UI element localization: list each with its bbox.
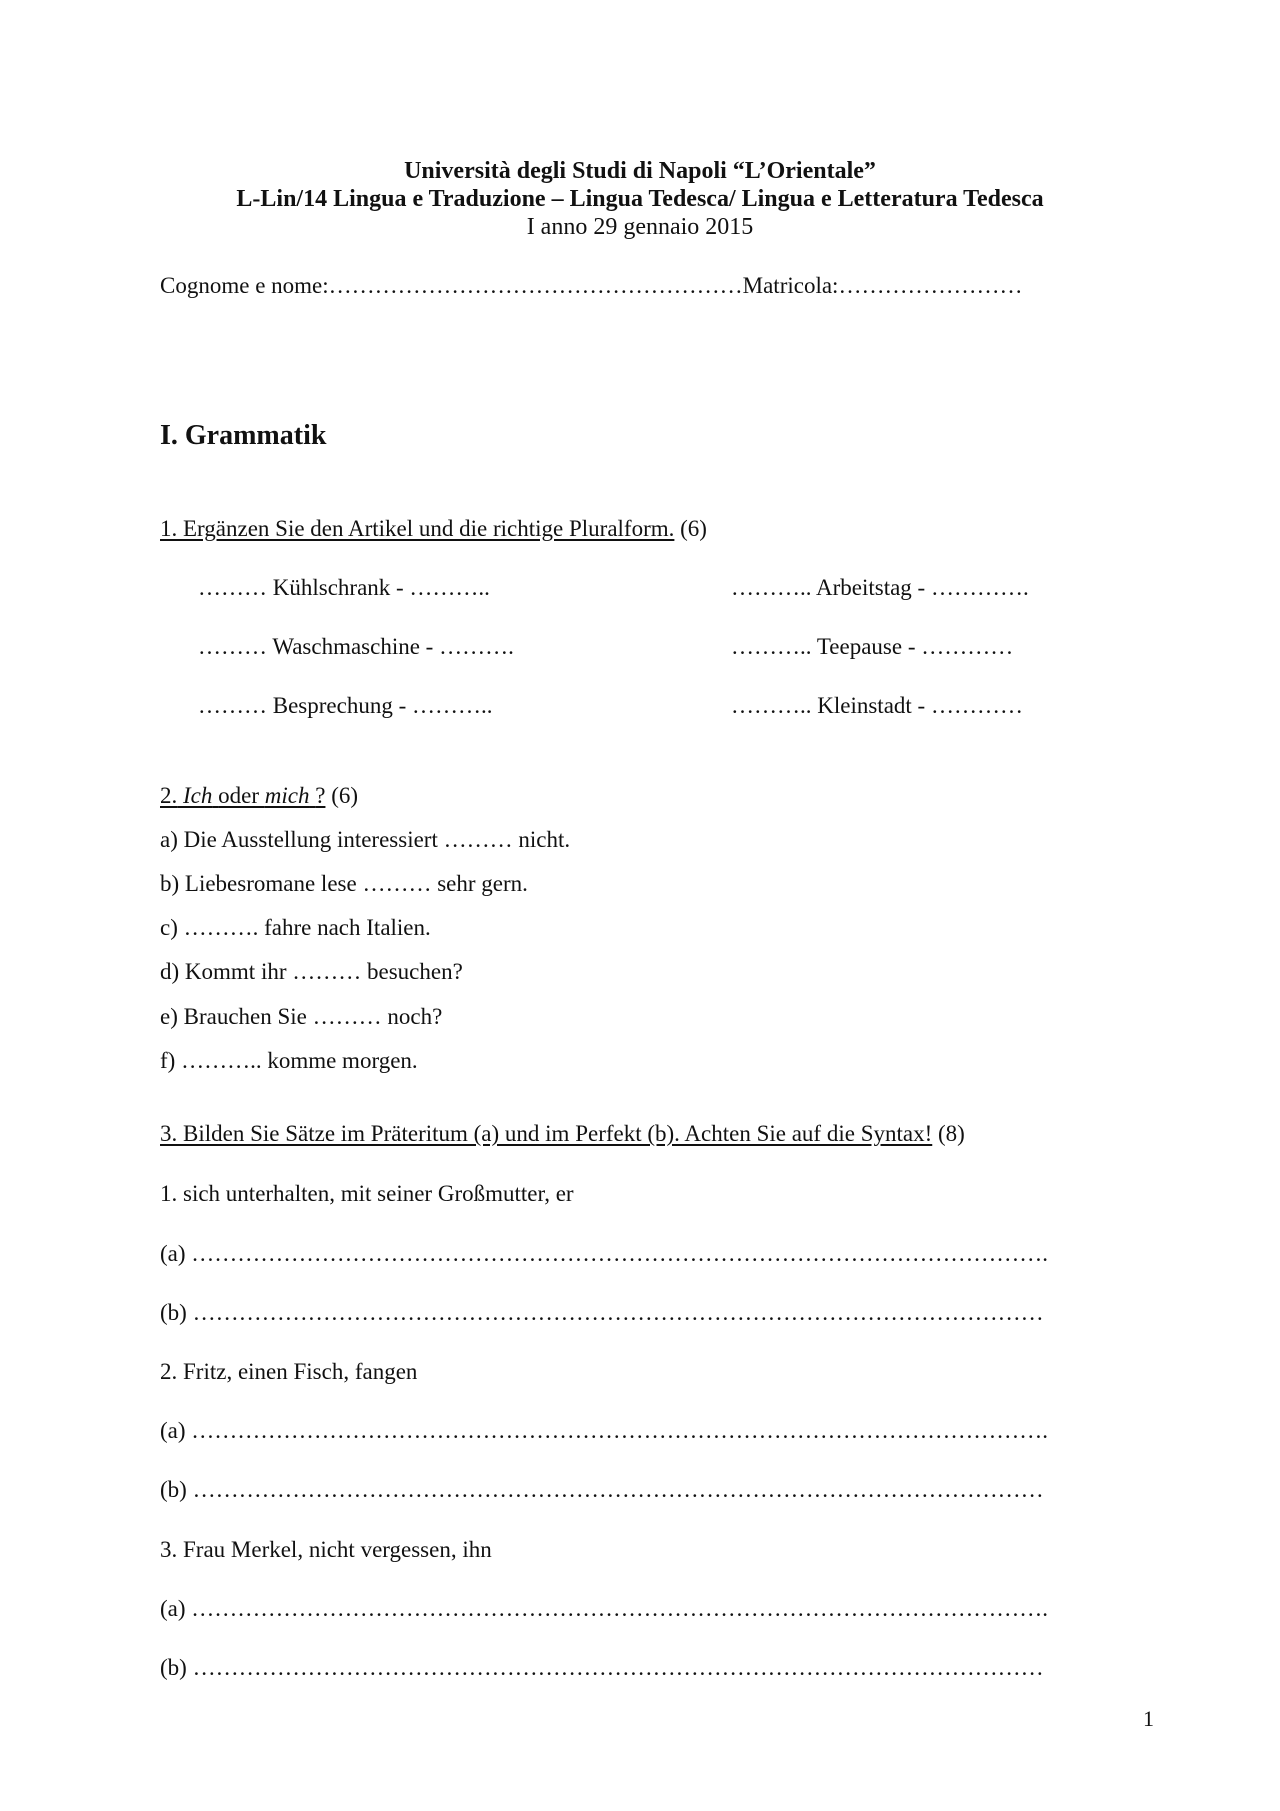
ex3-answer-a[interactable]: (a) …………………………………………………………………………………………………. [160, 1596, 1049, 1621]
page-number: 1 [1143, 1706, 1154, 1731]
ex3-answer-b[interactable]: (b) ………………………………………………………………………………………………… [160, 1300, 1044, 1325]
exercise-1-heading [160, 515, 707, 543]
matricola-label: Matricola: [742, 273, 839, 298]
exercise-1-points: (6) [680, 516, 707, 541]
ex3-answer-a[interactable]: (a) …………………………………………………………………………………………………. [160, 1418, 1049, 1443]
exercise-3-heading [160, 1120, 965, 1148]
ex2-item: e) Brauchen Sie ……… noch? [160, 1004, 443, 1029]
ex1-item-right: ……….. Kleinstadt - ………… [731, 693, 1023, 718]
word-ich: Ich [183, 783, 213, 808]
ex3-answer-b[interactable]: (b) ………………………………………………………………………………………………… [160, 1477, 1044, 1502]
exercise-2-points: (6) [331, 783, 359, 808]
ex2-item: f) ……….. komme morgen. [160, 1048, 418, 1073]
ex2-item: c) ………. fahre nach Italien. [160, 915, 431, 940]
ex3-prompt: 3. Frau Merkel, nicht vergessen, ihn [160, 1537, 492, 1562]
ex1-item-left: ……… Besprechung - ……….. [198, 693, 493, 718]
ex1-item-left: ……… Waschmaschine - ………. [198, 634, 514, 659]
word-mich: mich [264, 783, 310, 808]
exercise-2-heading [160, 782, 358, 810]
exercise-3-title: 3. Bilden Sie Sätze im Präteritum (a) und im Perfekt (b). Achten Sie auf die Syntax! [160, 1121, 933, 1146]
question-mark: ? [315, 783, 326, 808]
exercise-3-points: (8) [938, 1121, 965, 1146]
ex1-item-right: ……….. Teepause - ………… [731, 634, 1014, 659]
ex2-item: d) Kommt ihr ……… besuchen? [160, 959, 463, 984]
exercise-2-title [160, 783, 325, 808]
exercise-2-number: 2. [160, 783, 178, 808]
ex1-item-right: ……….. Arbeitstag - …………. [731, 575, 1029, 600]
exercise-1-title: 1. Ergänzen Sie den Artikel und die richtige Pluralform. [160, 516, 675, 541]
course-title: L-Lin/14 Lingua e Traduzione – Lingua Tedesca/ Lingua e Letteratura Tedesca [236, 186, 1044, 212]
ex3-prompt: 1. sich unterhalten, mit seiner Großmutter, er [160, 1181, 574, 1206]
exam-date: I anno 29 gennaio 2015 [526, 214, 754, 240]
matricola-blank[interactable]: …………………… [838, 273, 1023, 298]
name-label: Cognome e nome: [160, 273, 329, 298]
name-blank[interactable]: ……………………………………………… [328, 273, 743, 298]
ex2-item: b) Liebesromane lese ……… sehr gern. [160, 871, 528, 896]
university-name: Università degli Studi di Napoli “L’Orientale” [404, 158, 876, 184]
ex3-prompt: 2. Fritz, einen Fisch, fangen [160, 1359, 418, 1384]
ex2-item: a) Die Ausstellung interessiert ……… nicht. [160, 827, 571, 852]
ex3-answer-b[interactable]: (b) ………………………………………………………………………………………………… [160, 1655, 1044, 1680]
ex3-answer-a[interactable]: (a) …………………………………………………………………………………………………. [160, 1241, 1049, 1266]
ex1-item-left: ……… Kühlschrank - ……….. [198, 575, 490, 600]
student-info-line [160, 272, 1022, 300]
section-title: I. Grammatik [160, 420, 327, 451]
word-oder: oder [218, 783, 259, 808]
